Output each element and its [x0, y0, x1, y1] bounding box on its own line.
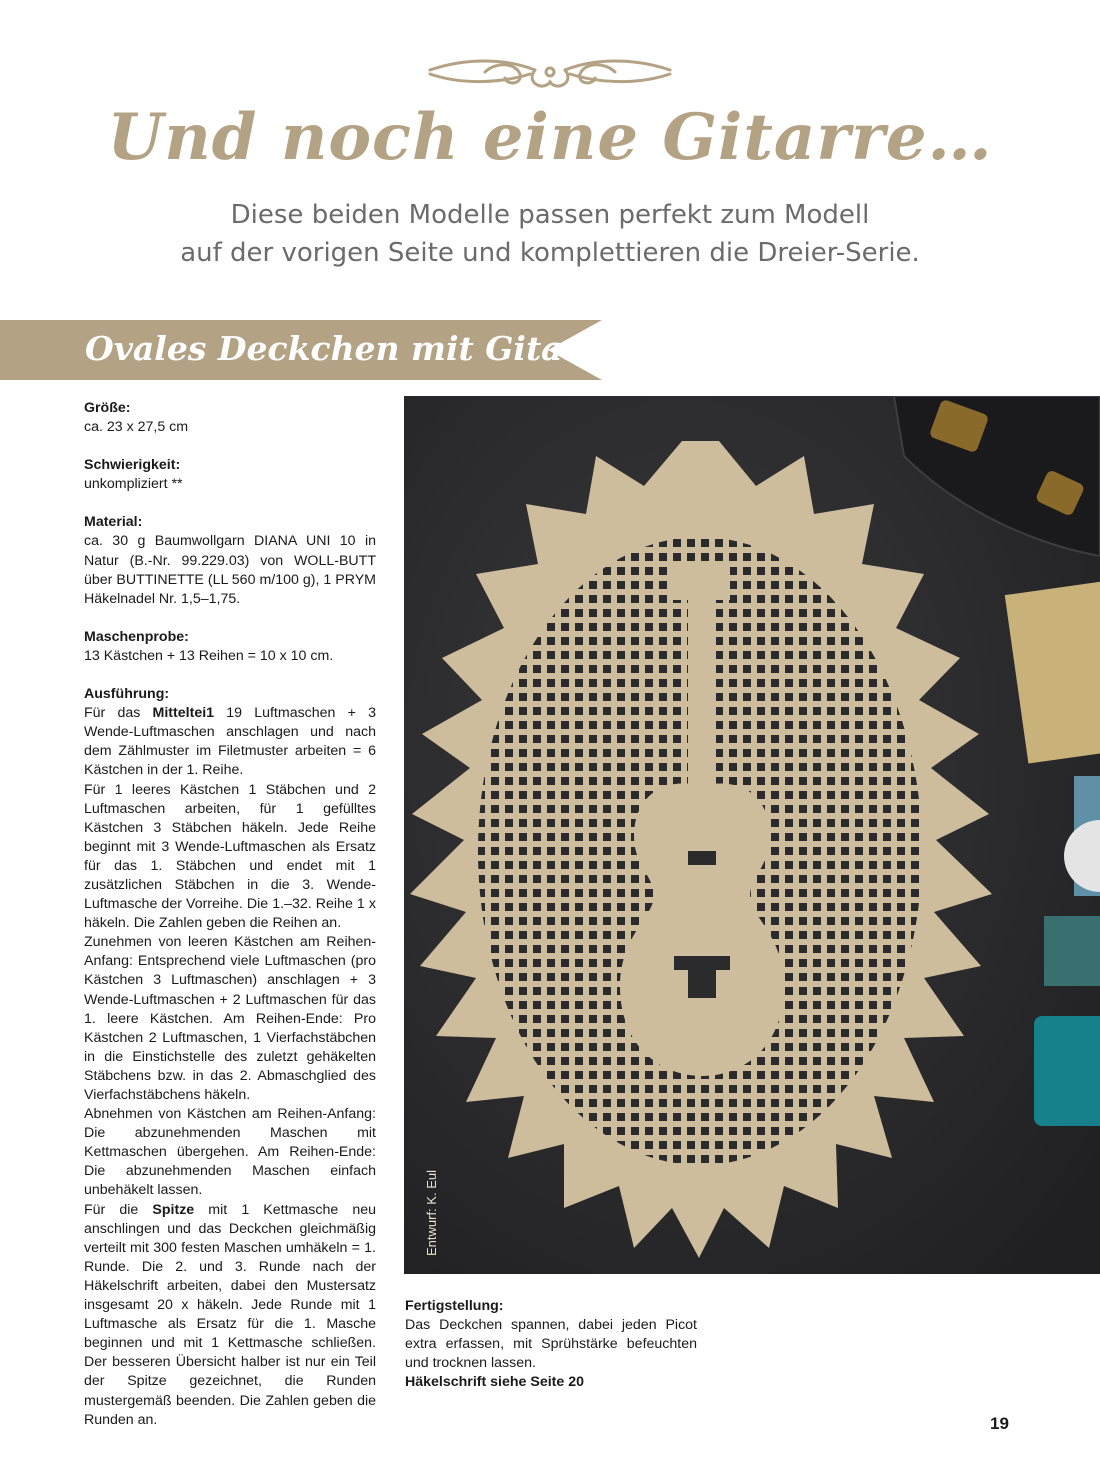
- page-title: Und noch eine Gitarre…: [107, 100, 993, 175]
- section-title: Ovales Deckchen mit Gitarre: [85, 329, 619, 368]
- gauge-label: Maschenprobe:: [84, 628, 189, 645]
- finishing-label: Fertigstellung:: [405, 1298, 504, 1314]
- difficulty-value: unkompliziert **: [84, 476, 183, 493]
- instructions-paragraph: [84, 704, 376, 780]
- material-block: [84, 513, 376, 608]
- photo-credit: Entwurf: K. Eul: [424, 1170, 439, 1256]
- instructions-paragraph: Abnehmen von Kästchen am Reihen-Anfang: Die abzunehmenden Maschen mit Kettmaschen übergehen. Am Reihen-Ende: Die abzunehmenden Maschen einfach unbehäkelt lassen.: [84, 1106, 376, 1199]
- instructions-paragraph: [84, 1201, 376, 1430]
- instructions-p1-pre: Für das: [84, 705, 153, 722]
- instructions-p1-post: 19 Luftmaschen + 3 Wende-Luftmaschen anschlagen und nach dem Zählmuster im Filetmuster arbeiten = 6 Kästchen in der 1. Reihe.: [84, 705, 376, 779]
- instructions-label: Ausführung:: [84, 686, 170, 703]
- doily-illustration: [404, 396, 1100, 1274]
- instructions-p5-bold: Spitze: [152, 1201, 195, 1218]
- instructions-block: [84, 685, 376, 1430]
- doily-photo: [404, 396, 1100, 1274]
- instructions-p5-pre: Für die: [84, 1201, 153, 1218]
- material-label: Material:: [84, 514, 143, 531]
- chart-reference: Häkelschrift siehe Seite 20: [405, 1374, 585, 1391]
- gauge-block: [84, 628, 376, 666]
- difficulty-block: [84, 456, 376, 494]
- title-ornament: [425, 48, 675, 98]
- subtitle-line-2: auf der vorigen Seite und komplettieren die Dreier-Serie.: [180, 238, 920, 268]
- finishing-text: Das Deckchen spannen, dabei jeden Picot extra erfassen, mit Sprühstärke befeuchten und trocknen lassen.: [405, 1317, 697, 1372]
- instructions-p5-post: mit 1 Kettmasche neu anschlingen und das Deckchen gleichmäßig verteilt mit 300 festen Maschen umhäkeln = 1. Runde. Die 2. und 3. Runde nach der Häkelschrift arbeiten, dabei den Mustersatz insgesamt 20 x häkeln. Jede Runde mit 1 Luftmasche als Ersatz für die 1. Masche beginnen und mit 1 Kettmasche schließen. Der besseren Übersicht halber ist nur ein Teil der Spitze gezeichnet, die Runden mustergemäß beenden. Die Zahlen geben die Runden an.: [84, 1201, 376, 1428]
- size-value: ca. 23 x 27,5 cm: [84, 419, 189, 436]
- page-subtitle: [0, 196, 1100, 272]
- material-value: ca. 30 g Baumwollgarn DIANA UNI 10 in Natur (B.-Nr. 99.229.03) von WOLL-BUTT über BUTTINETTE (LL 560 m/100 g), 1 PRYM Häkelnadel Nr. 1,5–1,75.: [84, 533, 376, 607]
- instructions-paragraph: Zunehmen von leeren Kästchen am Reihen-Anfang: Entsprechend viele Luftmaschen (pro Kästchen 3 Luftmaschen) anschlagen + 3 Wende-Luftmaschen + 2 Luftmaschen für das 1. leere Kästchen. Am Reihen-Ende: Pro Kästchen 2 Luftmaschen, 1 Vierfachstäbchen in die Einstichstelle des zuletzt gehäkelten Stäbchens bzw. in das 2. Abmaschglied des Vierfachstäbchens häkeln.: [84, 934, 376, 1103]
- subtitle-line-1: Diese beiden Modelle passen perfekt zum Modell: [230, 200, 870, 230]
- pattern-instructions: [84, 399, 376, 1430]
- instructions-paragraph: Für 1 leeres Kästchen 1 Stäbchen und 2 Luftmaschen arbeiten, für 1 gefülltes Kästchen 3 Stäbchen häkeln. Jede Reihe beginnt mit 3 Wende-Luftmaschen als Ersatz für das 1. Stäbchen und endet mit 1 zusätzlichen Stäbchen in die 3. Wende-Luftmasche der Vorreihe. Die 1.–32. Reihe 1 x häkeln. Die Zahlen geben die Reihen an.: [84, 781, 376, 932]
- instructions-p1-bold: Mitteltei1: [152, 705, 215, 722]
- finishing-block: [405, 1297, 697, 1392]
- difficulty-label: Schwierigkeit:: [84, 457, 181, 474]
- size-label: Größe:: [84, 400, 131, 416]
- gauge-value: 13 Kästchen + 13 Reihen = 10 x 10 cm.: [84, 647, 334, 664]
- page-number: 19: [990, 1414, 1009, 1433]
- size-block: [84, 399, 376, 437]
